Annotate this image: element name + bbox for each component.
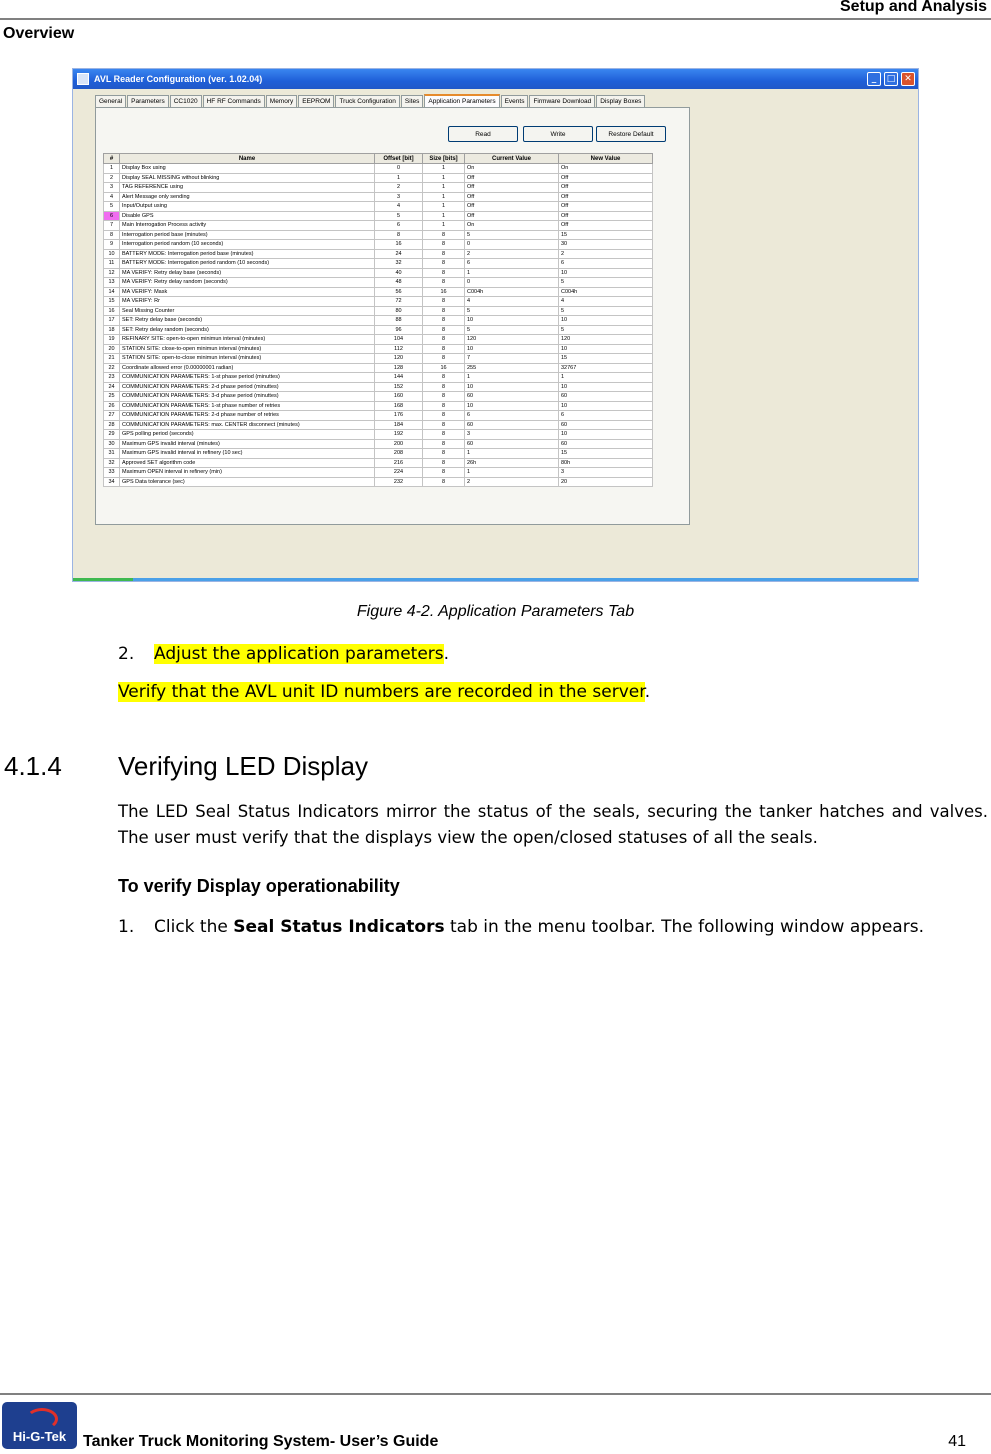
step-1-tab-name: Seal Status Indicators bbox=[233, 917, 445, 937]
row-size: 1 bbox=[423, 164, 465, 174]
row-size: 8 bbox=[423, 458, 465, 468]
row-new-value[interactable]: 32767 bbox=[559, 363, 653, 373]
row-offset: 3 bbox=[375, 192, 423, 202]
row-current-value: 2 bbox=[465, 477, 559, 487]
row-number: 28 bbox=[104, 420, 120, 430]
row-size: 1 bbox=[423, 192, 465, 202]
table-row[interactable] bbox=[104, 401, 653, 411]
row-number: 9 bbox=[104, 240, 120, 250]
table-row[interactable] bbox=[104, 325, 653, 335]
tab-cc1020[interactable]: CC1020 bbox=[170, 95, 202, 107]
row-offset: 160 bbox=[375, 392, 423, 402]
row-name: REFINARY SITE: open-to-open minimun interval (minutes) bbox=[120, 335, 375, 345]
row-name: BATTERY MODE: Interrogation period base (minutes) bbox=[120, 249, 375, 259]
row-name: Alert Message only sending bbox=[120, 192, 375, 202]
col-current-value[interactable]: Current Value bbox=[465, 154, 559, 164]
row-new-value[interactable]: 15 bbox=[559, 230, 653, 240]
row-offset: 200 bbox=[375, 439, 423, 449]
row-offset: 104 bbox=[375, 335, 423, 345]
row-new-value[interactable]: 10 bbox=[559, 316, 653, 326]
row-size: 8 bbox=[423, 449, 465, 459]
row-current-value: 7 bbox=[465, 354, 559, 364]
table-row[interactable] bbox=[104, 164, 653, 174]
table-row[interactable] bbox=[104, 221, 653, 231]
row-name: MA VERIFY: Rr bbox=[120, 297, 375, 307]
row-offset: 88 bbox=[375, 316, 423, 326]
table-row[interactable] bbox=[104, 183, 653, 193]
row-current-value: 5 bbox=[465, 306, 559, 316]
tab-parameters[interactable]: Parameters bbox=[127, 95, 169, 107]
row-size: 8 bbox=[423, 411, 465, 421]
row-offset: 32 bbox=[375, 259, 423, 269]
row-offset: 120 bbox=[375, 354, 423, 364]
row-number: 21 bbox=[104, 354, 120, 364]
row-name: Maximum GPS invalid interval in refinery (10 sec) bbox=[120, 449, 375, 459]
row-number: 15 bbox=[104, 297, 120, 307]
row-name: Approved SET algorithm code bbox=[120, 458, 375, 468]
row-size: 8 bbox=[423, 420, 465, 430]
table-row[interactable] bbox=[104, 411, 653, 421]
row-new-value[interactable]: 10 bbox=[559, 401, 653, 411]
table-row[interactable] bbox=[104, 354, 653, 364]
row-current-value: 10 bbox=[465, 401, 559, 411]
row-number: 5 bbox=[104, 202, 120, 212]
row-offset: 16 bbox=[375, 240, 423, 250]
tab-firmware-download[interactable]: Firmware Download bbox=[529, 95, 595, 107]
row-current-value: 5 bbox=[465, 230, 559, 240]
row-number: 13 bbox=[104, 278, 120, 288]
tab-sites[interactable]: Sites bbox=[401, 95, 423, 107]
row-name: Seal Missing Counter bbox=[120, 306, 375, 316]
row-offset: 0 bbox=[375, 164, 423, 174]
row-size: 8 bbox=[423, 430, 465, 440]
row-size: 8 bbox=[423, 249, 465, 259]
table-row[interactable] bbox=[104, 297, 653, 307]
row-new-value[interactable]: 1 bbox=[559, 373, 653, 383]
row-number: 19 bbox=[104, 335, 120, 345]
tab-display-boxes[interactable]: Display Boxes bbox=[596, 95, 645, 107]
logo-swoosh bbox=[26, 1408, 58, 1430]
row-current-value: Off bbox=[465, 192, 559, 202]
verify-text: Verify that the AVL unit ID numbers are recorded in the server bbox=[118, 682, 645, 702]
header-rule bbox=[0, 18, 991, 20]
app-icon bbox=[77, 73, 89, 85]
row-name: SET: Retry delay random (seconds) bbox=[120, 325, 375, 335]
row-offset: 208 bbox=[375, 449, 423, 459]
table-row[interactable] bbox=[104, 287, 653, 297]
write-button[interactable]: Write bbox=[523, 126, 593, 142]
row-name: STATION SITE: open-to-close minimun interval (minutes) bbox=[120, 354, 375, 364]
col-offset[interactable]: Offset [bit] bbox=[375, 154, 423, 164]
row-new-value[interactable]: 60 bbox=[559, 420, 653, 430]
step-2-tail: . bbox=[443, 644, 450, 664]
table-row[interactable] bbox=[104, 192, 653, 202]
tab-truck-configuration[interactable]: Truck Configuration bbox=[335, 95, 399, 107]
step-2-text: Adjust the application parameters bbox=[154, 644, 444, 664]
row-current-value: 5 bbox=[465, 325, 559, 335]
row-size: 1 bbox=[423, 202, 465, 212]
row-new-value[interactable]: 10 bbox=[559, 344, 653, 354]
table-row[interactable] bbox=[104, 316, 653, 326]
row-size: 1 bbox=[423, 211, 465, 221]
row-size: 8 bbox=[423, 401, 465, 411]
row-offset: 72 bbox=[375, 297, 423, 307]
row-name: BATTERY MODE: Interrogation period random (10 seconds) bbox=[120, 259, 375, 269]
row-offset: 168 bbox=[375, 401, 423, 411]
row-new-value[interactable]: Off bbox=[559, 221, 653, 231]
row-number: 34 bbox=[104, 477, 120, 487]
tab-hf-rf-commands[interactable]: HF RF Commands bbox=[203, 95, 265, 107]
row-offset: 176 bbox=[375, 411, 423, 421]
row-size: 8 bbox=[423, 316, 465, 326]
row-offset: 128 bbox=[375, 363, 423, 373]
step-1-post: tab in the menu toolbar. The following window appears. bbox=[444, 917, 924, 937]
row-offset: 48 bbox=[375, 278, 423, 288]
row-current-value: 0 bbox=[465, 240, 559, 250]
row-current-value: On bbox=[465, 164, 559, 174]
row-offset: 112 bbox=[375, 344, 423, 354]
table-row[interactable] bbox=[104, 211, 653, 221]
table-row[interactable] bbox=[104, 335, 653, 345]
close-button[interactable]: ✕ bbox=[901, 72, 915, 86]
row-new-value[interactable]: 60 bbox=[559, 439, 653, 449]
footer-title: Tanker Truck Monitoring System- User’s Guide bbox=[83, 1433, 439, 1450]
row-number: 12 bbox=[104, 268, 120, 278]
table-row[interactable] bbox=[104, 458, 653, 468]
row-number: 31 bbox=[104, 449, 120, 459]
row-current-value: 4 bbox=[465, 297, 559, 307]
row-number: 14 bbox=[104, 287, 120, 297]
row-current-value: 6 bbox=[465, 259, 559, 269]
row-name: Display Box using bbox=[120, 164, 375, 174]
col-new-value[interactable]: New Value bbox=[559, 154, 653, 164]
read-button[interactable]: Read bbox=[448, 126, 518, 142]
figure-caption: Figure 4-2. Application Parameters Tab bbox=[356, 603, 635, 620]
table-row[interactable] bbox=[104, 249, 653, 259]
row-new-value[interactable]: Off bbox=[559, 173, 653, 183]
row-current-value: 10 bbox=[465, 382, 559, 392]
row-number: 20 bbox=[104, 344, 120, 354]
row-name: COMMUNICATION PARAMETERS: max. CENTER disconnect (minutes) bbox=[120, 420, 375, 430]
row-number: 6 bbox=[104, 211, 120, 221]
logo-text: Hi-G-Tek bbox=[12, 1429, 67, 1444]
row-size: 16 bbox=[423, 287, 465, 297]
row-offset: 152 bbox=[375, 382, 423, 392]
row-number: 8 bbox=[104, 230, 120, 240]
row-current-value: 2 bbox=[465, 249, 559, 259]
row-current-value: 255 bbox=[465, 363, 559, 373]
row-offset: 6 bbox=[375, 221, 423, 231]
row-offset: 224 bbox=[375, 468, 423, 478]
window-titlebar bbox=[73, 69, 918, 89]
app-screenshot-window bbox=[72, 68, 919, 582]
tab-strip bbox=[95, 93, 646, 107]
row-size: 8 bbox=[423, 240, 465, 250]
table-row[interactable] bbox=[104, 477, 653, 487]
row-current-value: 6 bbox=[465, 411, 559, 421]
row-new-value[interactable]: 5 bbox=[559, 325, 653, 335]
row-new-value[interactable]: Off bbox=[559, 202, 653, 212]
row-number: 3 bbox=[104, 183, 120, 193]
maximize-button[interactable]: □ bbox=[884, 72, 898, 86]
row-size: 8 bbox=[423, 477, 465, 487]
row-name: Interrogation period random (10 seconds) bbox=[120, 240, 375, 250]
row-current-value: Off bbox=[465, 211, 559, 221]
row-name: COMMUNICATION PARAMETERS: 3-d phase period (minuttes) bbox=[120, 392, 375, 402]
row-new-value[interactable]: 5 bbox=[559, 306, 653, 316]
row-new-value[interactable]: 10 bbox=[559, 430, 653, 440]
row-new-value[interactable]: 120 bbox=[559, 335, 653, 345]
row-new-value[interactable]: 10 bbox=[559, 268, 653, 278]
row-new-value[interactable]: 5 bbox=[559, 278, 653, 288]
minimize-button[interactable]: _ bbox=[867, 72, 881, 86]
row-current-value: 10 bbox=[465, 316, 559, 326]
tab-memory[interactable]: Memory bbox=[266, 95, 297, 107]
row-current-value: Off bbox=[465, 173, 559, 183]
row-current-value: 60 bbox=[465, 392, 559, 402]
row-offset: 4 bbox=[375, 202, 423, 212]
row-new-value[interactable]: 6 bbox=[559, 259, 653, 269]
row-number: 25 bbox=[104, 392, 120, 402]
row-number: 22 bbox=[104, 363, 120, 373]
table-row[interactable] bbox=[104, 392, 653, 402]
row-current-value: 1 bbox=[465, 468, 559, 478]
row-name: Interrogation period base (minutes) bbox=[120, 230, 375, 240]
row-current-value: 26h bbox=[465, 458, 559, 468]
row-current-value: 10 bbox=[465, 344, 559, 354]
section-label: Overview bbox=[3, 25, 75, 42]
row-new-value[interactable]: 4 bbox=[559, 297, 653, 307]
row-name: SET: Retry delay base (seconds) bbox=[120, 316, 375, 326]
row-name: COMMUNICATION PARAMETERS: 1-st phase period (minuttes) bbox=[120, 373, 375, 383]
row-new-value[interactable]: C004h bbox=[559, 287, 653, 297]
col-size[interactable]: Size [bits] bbox=[423, 154, 465, 164]
tab-general[interactable]: General bbox=[95, 95, 126, 107]
row-new-value[interactable]: 80h bbox=[559, 458, 653, 468]
row-name: Coordinate allowed error (0.00000001 radian) bbox=[120, 363, 375, 373]
row-name: GPS Data tolerance (sec) bbox=[120, 477, 375, 487]
table-row[interactable] bbox=[104, 240, 653, 250]
body-paragraph: The LED Seal Status Indicators mirror the status of the seals, securing the tanker hatches and valves. The user must verify that the displays view the open/closed statuses of all the seals. bbox=[118, 802, 988, 847]
row-offset: 80 bbox=[375, 306, 423, 316]
table-row[interactable] bbox=[104, 430, 653, 440]
row-current-value: 1 bbox=[465, 373, 559, 383]
row-size: 8 bbox=[423, 230, 465, 240]
row-new-value[interactable]: Off bbox=[559, 211, 653, 221]
row-number: 11 bbox=[104, 259, 120, 269]
table-row[interactable] bbox=[104, 382, 653, 392]
row-size: 8 bbox=[423, 278, 465, 288]
row-offset: 2 bbox=[375, 183, 423, 193]
table-row[interactable] bbox=[104, 449, 653, 459]
row-number: 23 bbox=[104, 373, 120, 383]
table-row[interactable] bbox=[104, 173, 653, 183]
table-row[interactable] bbox=[104, 268, 653, 278]
table-row[interactable] bbox=[104, 306, 653, 316]
tab-application-parameters[interactable]: Application Parameters bbox=[424, 94, 499, 107]
verify-line bbox=[118, 682, 650, 702]
row-size: 1 bbox=[423, 183, 465, 193]
row-name: COMMUNICATION PARAMETERS: 2-d phase number of retries bbox=[120, 411, 375, 421]
restore-default-button[interactable]: Restore Default bbox=[596, 126, 666, 142]
row-name: Maximum OPEN interval in refinery (min) bbox=[120, 468, 375, 478]
procedure-heading: To verify Display operationability bbox=[118, 876, 400, 896]
row-size: 8 bbox=[423, 439, 465, 449]
table-row[interactable] bbox=[104, 259, 653, 269]
row-new-value[interactable]: 60 bbox=[559, 392, 653, 402]
table-row[interactable] bbox=[104, 278, 653, 288]
row-current-value: 1 bbox=[465, 449, 559, 459]
table-header-row bbox=[104, 154, 653, 164]
step-1 bbox=[118, 917, 924, 937]
window-bottom-accent bbox=[73, 578, 133, 581]
row-number: 18 bbox=[104, 325, 120, 335]
row-number: 2 bbox=[104, 173, 120, 183]
row-offset: 192 bbox=[375, 430, 423, 440]
row-size: 8 bbox=[423, 306, 465, 316]
row-offset: 144 bbox=[375, 373, 423, 383]
step-1-pre: Click the bbox=[154, 917, 234, 937]
row-size: 8 bbox=[423, 268, 465, 278]
col-number[interactable]: # bbox=[104, 154, 120, 164]
row-current-value: Off bbox=[465, 202, 559, 212]
table-row[interactable] bbox=[104, 420, 653, 430]
row-number: 4 bbox=[104, 192, 120, 202]
row-number: 16 bbox=[104, 306, 120, 316]
step-2 bbox=[118, 644, 449, 664]
row-offset: 184 bbox=[375, 420, 423, 430]
table-row[interactable] bbox=[104, 202, 653, 212]
row-current-value: 3 bbox=[465, 430, 559, 440]
row-current-value: 0 bbox=[465, 278, 559, 288]
row-offset: 232 bbox=[375, 477, 423, 487]
row-size: 16 bbox=[423, 363, 465, 373]
row-name: GPS polling period (seconds) bbox=[120, 430, 375, 440]
row-current-value: 60 bbox=[465, 420, 559, 430]
row-current-value: C004h bbox=[465, 287, 559, 297]
row-name: Disable GPS bbox=[120, 211, 375, 221]
row-number: 30 bbox=[104, 439, 120, 449]
row-number: 7 bbox=[104, 221, 120, 231]
row-name: TAG REFERENCE using bbox=[120, 183, 375, 193]
row-name: MA VERIFY: Retry delay base (seconds) bbox=[120, 268, 375, 278]
section-number: 4.1.4 bbox=[4, 751, 62, 781]
row-name: COMMUNICATION PARAMETERS: 2-d phase period (minuttes) bbox=[120, 382, 375, 392]
section-title: Verifying LED Display bbox=[118, 751, 368, 781]
row-offset: 8 bbox=[375, 230, 423, 240]
row-new-value[interactable]: 10 bbox=[559, 382, 653, 392]
row-size: 8 bbox=[423, 382, 465, 392]
row-size: 8 bbox=[423, 297, 465, 307]
verify-tail: . bbox=[644, 682, 651, 702]
page-header-title: Setup and Analysis bbox=[840, 0, 987, 15]
parameters-table bbox=[103, 153, 653, 487]
row-offset: 40 bbox=[375, 268, 423, 278]
row-number: 26 bbox=[104, 401, 120, 411]
step-2-number: 2. bbox=[118, 644, 135, 664]
row-offset: 1 bbox=[375, 173, 423, 183]
row-new-value[interactable]: 6 bbox=[559, 411, 653, 421]
table-row[interactable] bbox=[104, 363, 653, 373]
window-bottom-bar bbox=[73, 578, 918, 581]
row-offset: 5 bbox=[375, 211, 423, 221]
row-name: MA VERIFY: Mask bbox=[120, 287, 375, 297]
row-name: Maximum GPS invalid interval (minutes) bbox=[120, 439, 375, 449]
table-row[interactable] bbox=[104, 468, 653, 478]
row-number: 29 bbox=[104, 430, 120, 440]
row-name: COMMUNICATION PARAMETERS: 1-st phase number of retries bbox=[120, 401, 375, 411]
row-new-value[interactable]: 2 bbox=[559, 249, 653, 259]
row-new-value[interactable]: 20 bbox=[559, 477, 653, 487]
row-size: 1 bbox=[423, 173, 465, 183]
table-row[interactable] bbox=[104, 230, 653, 240]
row-offset: 96 bbox=[375, 325, 423, 335]
window-title: AVL Reader Configuration (ver. 1.02.04) bbox=[94, 74, 263, 84]
row-new-value[interactable]: Off bbox=[559, 183, 653, 193]
row-number: 33 bbox=[104, 468, 120, 478]
row-current-value: Off bbox=[465, 183, 559, 193]
tab-events[interactable]: Events bbox=[501, 95, 529, 107]
row-number: 17 bbox=[104, 316, 120, 326]
row-offset: 24 bbox=[375, 249, 423, 259]
row-new-value[interactable]: 30 bbox=[559, 240, 653, 250]
row-size: 8 bbox=[423, 325, 465, 335]
col-name[interactable]: Name bbox=[120, 154, 375, 164]
row-current-value: 1 bbox=[465, 268, 559, 278]
row-number: 24 bbox=[104, 382, 120, 392]
row-offset: 56 bbox=[375, 287, 423, 297]
row-size: 8 bbox=[423, 468, 465, 478]
row-current-value: 60 bbox=[465, 439, 559, 449]
company-logo bbox=[2, 1402, 77, 1449]
row-size: 8 bbox=[423, 344, 465, 354]
row-new-value[interactable]: Off bbox=[559, 192, 653, 202]
table-row[interactable] bbox=[104, 344, 653, 354]
row-name: Main Interrogation Process activity bbox=[120, 221, 375, 231]
row-new-value[interactable]: 3 bbox=[559, 468, 653, 478]
row-name: Display SEAL MISSING without blinking bbox=[120, 173, 375, 183]
row-size: 8 bbox=[423, 373, 465, 383]
table-row[interactable] bbox=[104, 373, 653, 383]
row-new-value[interactable]: 15 bbox=[559, 449, 653, 459]
table-row[interactable] bbox=[104, 439, 653, 449]
row-current-value: 120 bbox=[465, 335, 559, 345]
row-name: STATION SITE: close-to-open minimun interval (minutes) bbox=[120, 344, 375, 354]
row-new-value[interactable]: On bbox=[559, 164, 653, 174]
row-number: 27 bbox=[104, 411, 120, 421]
row-name: Input/Output using bbox=[120, 202, 375, 212]
footer-rule bbox=[0, 1393, 991, 1395]
row-size: 8 bbox=[423, 259, 465, 269]
row-size: 8 bbox=[423, 392, 465, 402]
row-number: 32 bbox=[104, 458, 120, 468]
page-number: 41 bbox=[948, 1433, 966, 1450]
tab-eeprom[interactable]: EEPROM bbox=[298, 95, 334, 107]
row-size: 8 bbox=[423, 335, 465, 345]
table-body bbox=[104, 164, 653, 487]
row-number: 10 bbox=[104, 249, 120, 259]
row-size: 8 bbox=[423, 354, 465, 364]
row-size: 1 bbox=[423, 221, 465, 231]
row-number: 1 bbox=[104, 164, 120, 174]
row-new-value[interactable]: 15 bbox=[559, 354, 653, 364]
section-heading bbox=[4, 751, 368, 782]
row-current-value: On bbox=[465, 221, 559, 231]
step-1-number: 1. bbox=[118, 917, 135, 937]
row-name: MA VERIFY: Retry delay random (seconds) bbox=[120, 278, 375, 288]
row-offset: 216 bbox=[375, 458, 423, 468]
